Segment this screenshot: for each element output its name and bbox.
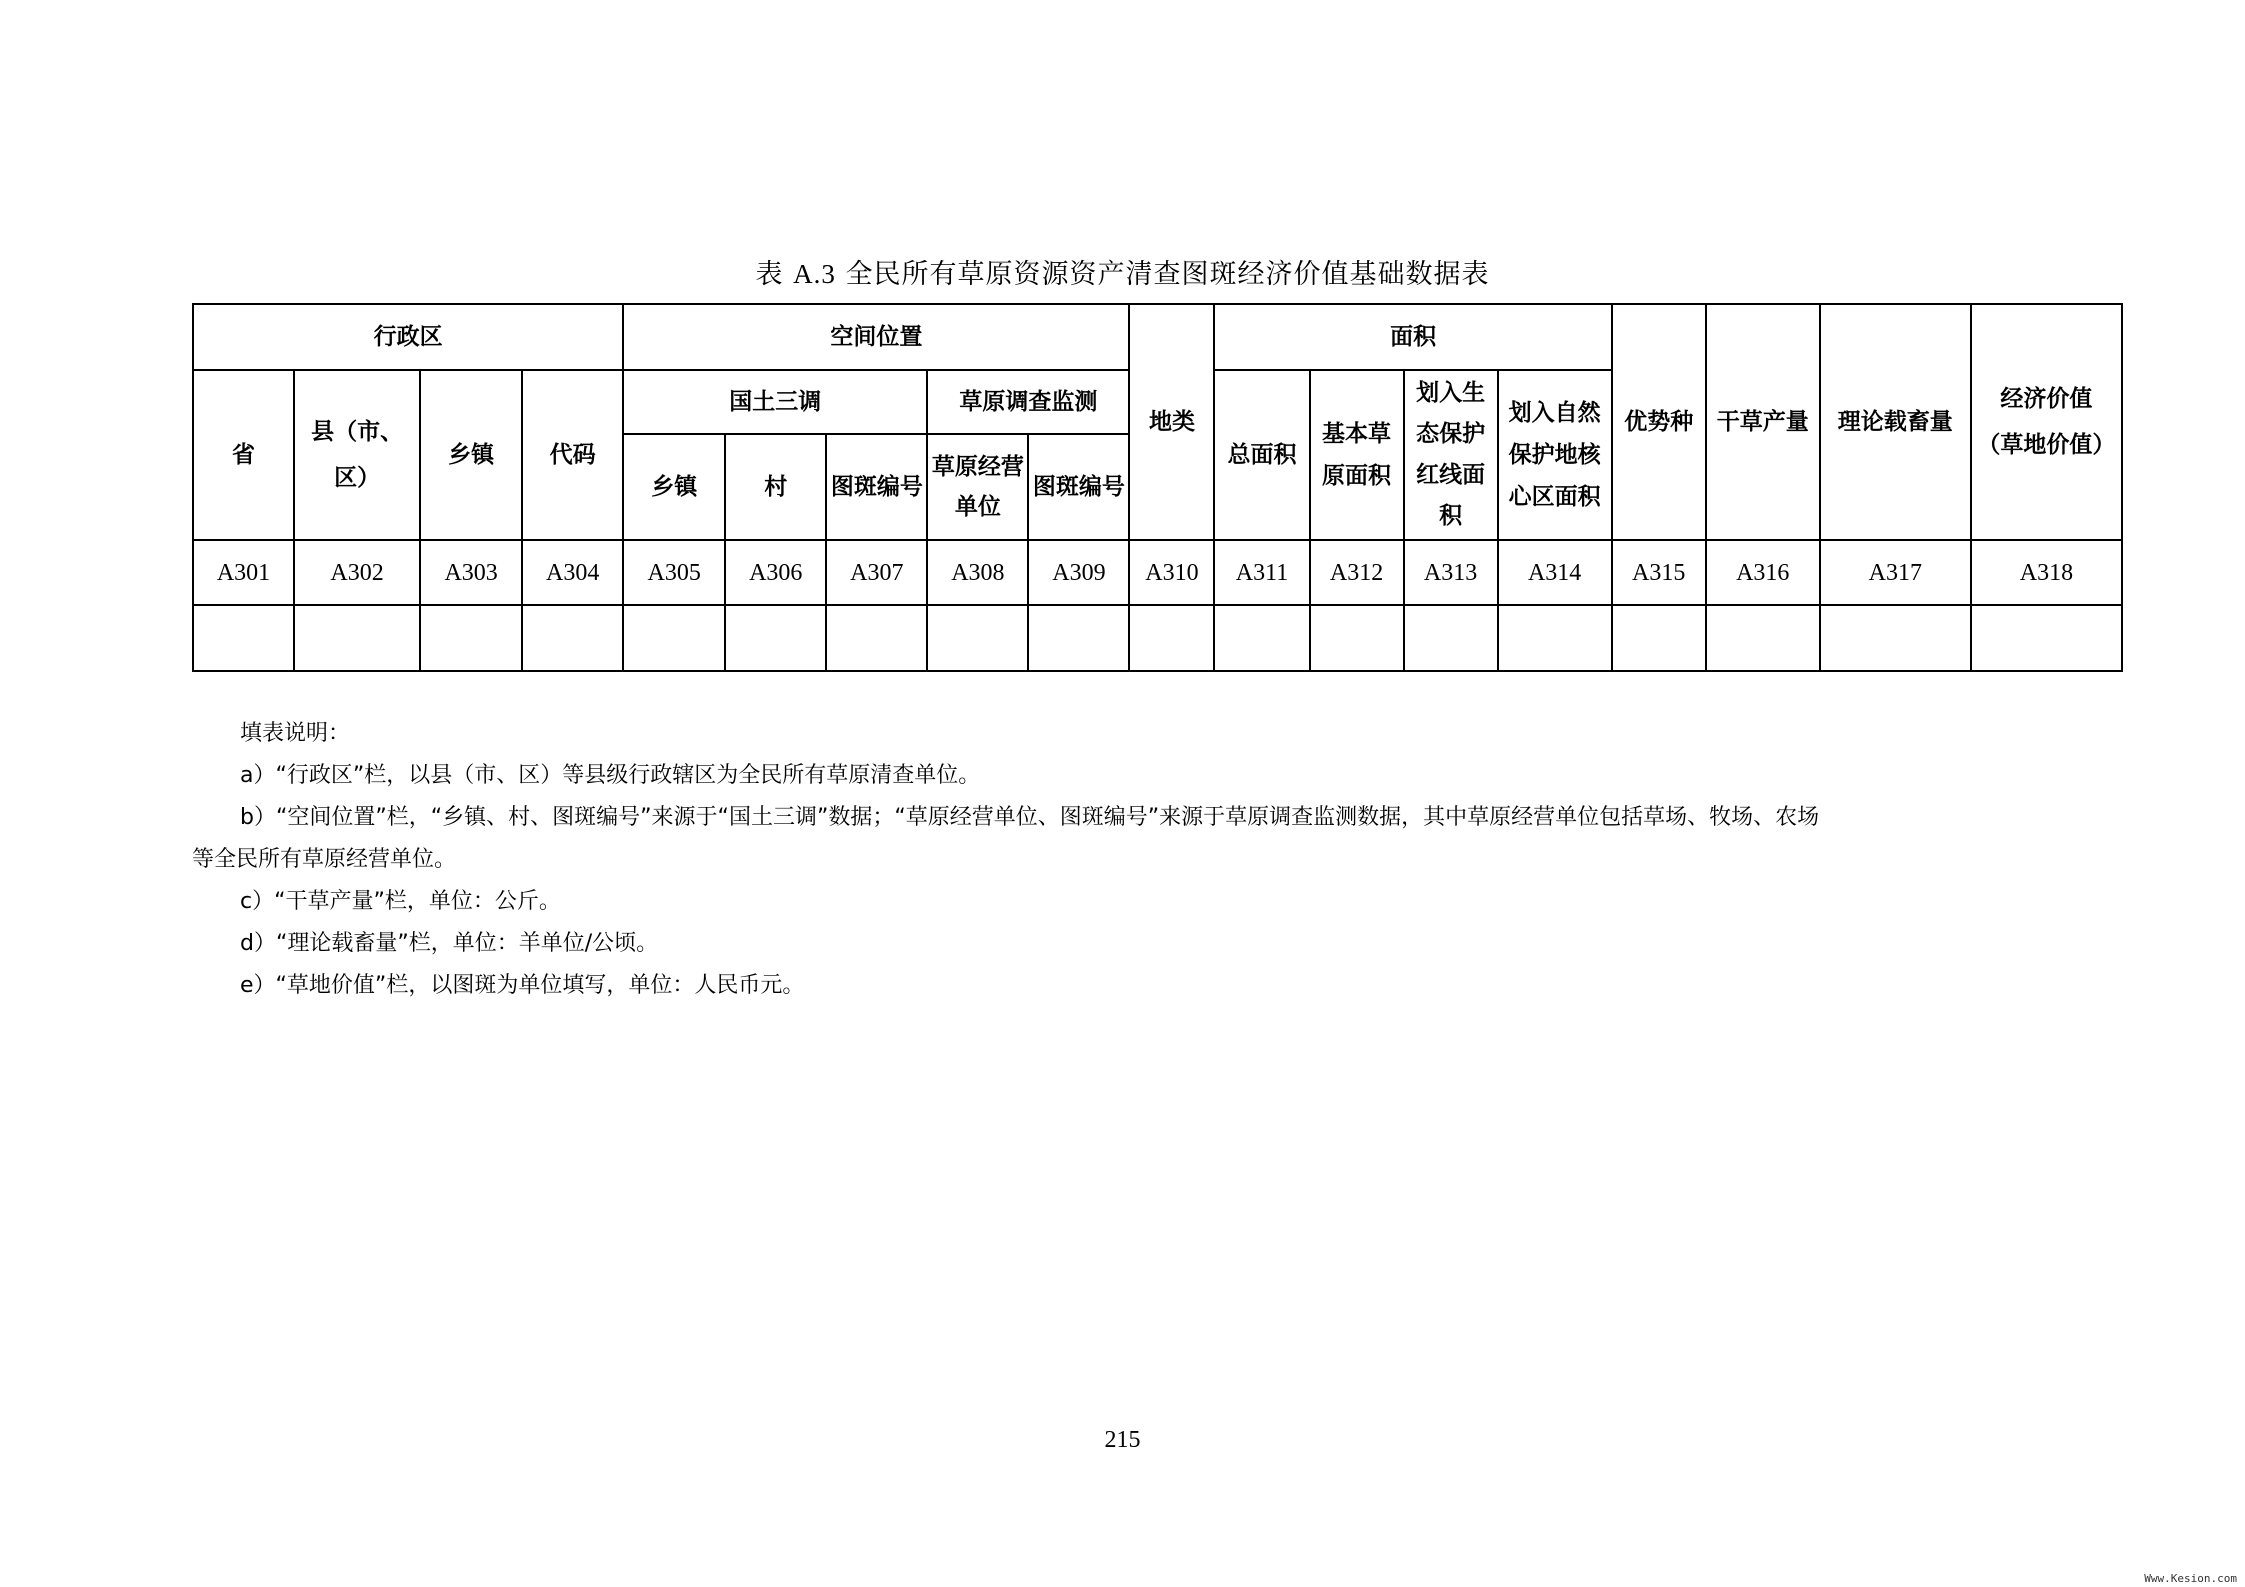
- subheader-third-survey: 国土三调: [623, 370, 927, 434]
- empty-cell[interactable]: [522, 605, 623, 671]
- page-number: 215: [1104, 1427, 1141, 1453]
- code-cell: A302: [294, 540, 420, 605]
- header-location: 空间位置: [623, 304, 1129, 370]
- empty-cell[interactable]: [1404, 605, 1498, 671]
- empty-cell[interactable]: [193, 605, 294, 671]
- col-area-core: 划入自然 保护地核 心区面积: [1498, 370, 1612, 540]
- empty-cell[interactable]: [1129, 605, 1214, 671]
- header-hay: 干草产量: [1706, 304, 1820, 540]
- note-d: d）“理论载畜量”栏，单位：羊单位/公顷。: [240, 931, 659, 956]
- empty-cell[interactable]: [1498, 605, 1612, 671]
- col-ts-patch: 图斑编号: [826, 434, 927, 540]
- code-cell: A305: [623, 540, 725, 605]
- note-e: e）“草地价值”栏，以图斑为单位填写，单位：人民币元。: [240, 973, 805, 998]
- fill-instructions: [192, 713, 2092, 1007]
- header-capacity: 理论载畜量: [1820, 304, 1971, 540]
- table-title: [0, 252, 2245, 291]
- col-area-total: 总面积: [1214, 370, 1309, 540]
- header-econ-value: 经济价值 （草地价值）: [1971, 304, 2122, 540]
- empty-cell[interactable]: [1706, 605, 1820, 671]
- col-area-redline: 划入生 态保护 红线面 积: [1404, 370, 1498, 540]
- code-cell: A316: [1706, 540, 1820, 605]
- empty-cell[interactable]: [826, 605, 927, 671]
- data-table: [192, 303, 2123, 672]
- header-area: 面积: [1214, 304, 1611, 370]
- col-gm-patch: 图斑编号: [1028, 434, 1129, 540]
- empty-cell[interactable]: [1971, 605, 2122, 671]
- col-area-basic: 基本草 原面积: [1310, 370, 1404, 540]
- notes-heading: 填表说明：: [240, 721, 351, 746]
- col-gm-unit: 草原经营 单位: [927, 434, 1028, 540]
- note-b: b）“空间位置”栏，“乡镇、村、图斑编号”来源于“国土三调”数据；“草原经营单位、图斑编号”来源于草原调查监测数据，其中草原经营单位包括草场、牧场、农场: [240, 805, 1820, 830]
- empty-cell[interactable]: [623, 605, 725, 671]
- title-text: 全民所有草原资源资产清查图斑经济价值基础数据表: [835, 259, 1490, 290]
- code-cell: A304: [522, 540, 623, 605]
- empty-cell[interactable]: [927, 605, 1028, 671]
- title-prefix: 表: [755, 259, 794, 290]
- code-cell: A309: [1028, 540, 1129, 605]
- empty-cell[interactable]: [1820, 605, 1971, 671]
- col-county: 县（市、 区）: [294, 370, 420, 540]
- col-ts-village: 村: [725, 434, 826, 540]
- empty-cell[interactable]: [1612, 605, 1706, 671]
- note-c: c）“干草产量”栏，单位：公斤。: [240, 889, 561, 914]
- code-cell: A314: [1498, 540, 1612, 605]
- watermark: Www.Kesion.com: [2144, 1572, 2237, 1585]
- code-cell: A307: [826, 540, 927, 605]
- col-township: 乡镇: [420, 370, 522, 540]
- code-cell: A310: [1129, 540, 1214, 605]
- col-province: 省: [193, 370, 294, 540]
- code-cell: A311: [1214, 540, 1309, 605]
- empty-cell[interactable]: [1028, 605, 1129, 671]
- title-code: A.3: [793, 259, 836, 289]
- code-cell: A303: [420, 540, 522, 605]
- header-landclass: 地类: [1129, 304, 1214, 540]
- col-ts-township: 乡镇: [623, 434, 725, 540]
- empty-cell[interactable]: [1214, 605, 1309, 671]
- empty-cell[interactable]: [420, 605, 522, 671]
- empty-data-row: [193, 605, 2122, 671]
- subheader-grass-monitor: 草原调查监测: [927, 370, 1129, 434]
- code-cell: A312: [1310, 540, 1404, 605]
- header-dominant: 优势种: [1612, 304, 1706, 540]
- empty-cell[interactable]: [725, 605, 826, 671]
- code-cell: A317: [1820, 540, 1971, 605]
- header-admin: 行政区: [193, 304, 623, 370]
- code-cell: A313: [1404, 540, 1498, 605]
- code-cell: A315: [1612, 540, 1706, 605]
- col-code: 代码: [522, 370, 623, 540]
- code-cell: A301: [193, 540, 294, 605]
- empty-cell[interactable]: [1310, 605, 1404, 671]
- code-cell: A308: [927, 540, 1028, 605]
- code-cell: A306: [725, 540, 826, 605]
- note-b-continued: 等全民所有草原经营单位。: [192, 847, 457, 872]
- note-a: a）“行政区”栏，以县（市、区）等县级行政辖区为全民所有草原清查单位。: [240, 763, 981, 788]
- code-cell: A318: [1971, 540, 2122, 605]
- empty-cell[interactable]: [294, 605, 420, 671]
